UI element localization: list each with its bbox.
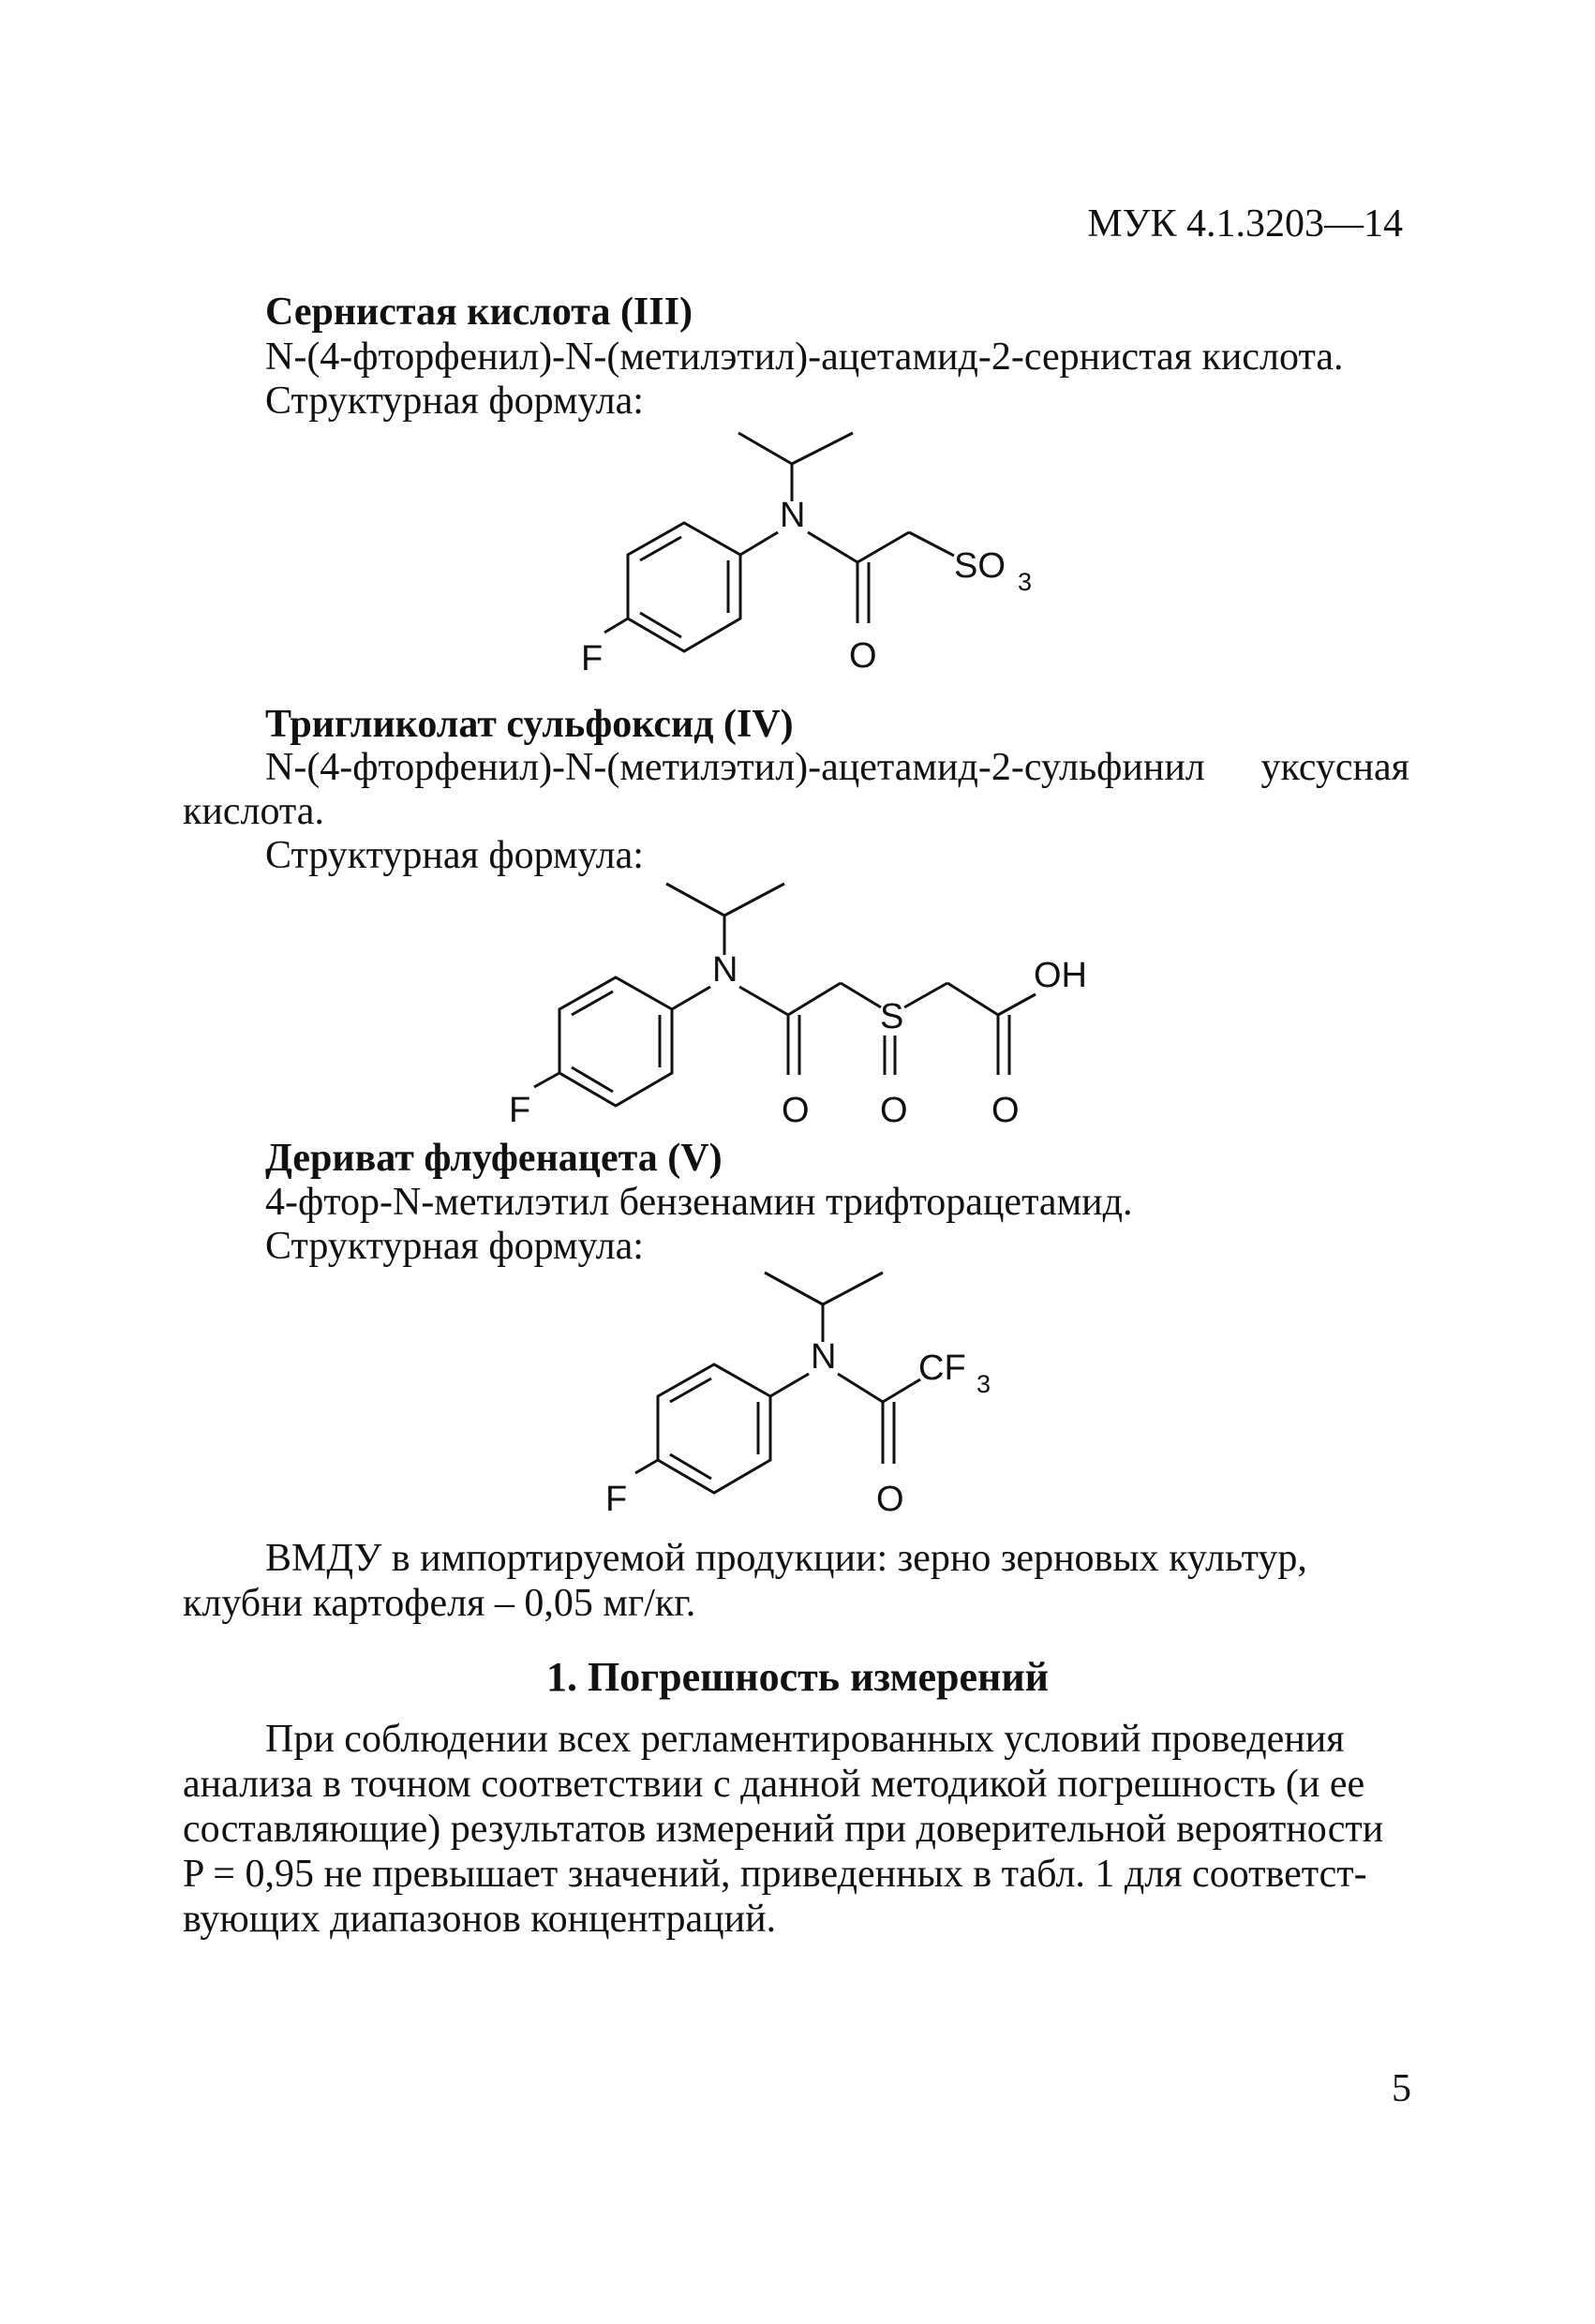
atom-so-subscript: 3 — [1018, 568, 1033, 596]
atom-o-label: O — [849, 636, 877, 676]
atom-o1-label: O — [782, 1091, 810, 1130]
section-1-line-1: При соблюдении всех регламентированных условий проведения — [265, 1718, 1345, 1761]
compound-5-formula-label: Структурная формула: — [265, 1225, 644, 1268]
compound-3-formula-label: Структурная формула: — [265, 380, 644, 423]
structure-formula-3 — [572, 422, 1059, 703]
atom-o3-label: O — [991, 1091, 1020, 1130]
atom-oh-label: OH — [1034, 956, 1087, 995]
section-1-line-2: анализа в точном соответствии с данной методикой погрешность (и ее — [183, 1763, 1365, 1806]
section-1-title: 1. Погрешность измерений — [545, 1654, 1050, 1700]
atom-n-label: N — [811, 1337, 837, 1377]
atom-o2-label: O — [880, 1091, 908, 1130]
compound-4-formula-label: Структурная формула: — [265, 834, 644, 877]
compound-3-heading: Сернистая кислота (III) — [265, 290, 693, 334]
section-1-line-5: вующих диапазонов концентраций. — [183, 1898, 777, 1941]
atom-so-label: SO — [954, 546, 1006, 586]
structure-formula-5 — [581, 1265, 1031, 1546]
compound-5-heading: Дериват флуфенацета (V) — [265, 1137, 723, 1180]
section-1-line-4: P = 0,95 не превышает значений, приведенных в табл. 1 для соответст- — [183, 1853, 1367, 1896]
atom-f-label: F — [605, 1480, 628, 1519]
page-number: 5 — [1392, 2067, 1411, 2110]
mrl-text-1: ВМДУ в импортируемой продукции: зерно зерновых культур, — [265, 1537, 1307, 1580]
atom-o-label: O — [876, 1480, 904, 1519]
atom-n-label: N — [712, 950, 738, 990]
atom-n-label: N — [780, 496, 806, 535]
compound-5-name: 4-фтор-N-метилэтил бензенамин трифторацетамид. — [265, 1181, 1133, 1224]
compound-4-heading: Тригликолат сульфоксид (IV) — [265, 703, 794, 746]
document-number: МУК 4.1.3203—14 — [1087, 202, 1403, 246]
atom-f-label: F — [581, 639, 604, 678]
compound-4-name-right: уксусная — [1260, 746, 1409, 789]
structure-formula-4 — [483, 876, 1157, 1157]
compound-3-name: N-(4-фторфенил)-N-(метилэтил)-ацетамид-2-сернистая кислота. — [265, 335, 1344, 379]
section-1-line-3: составляющие) результатов измерений при доверительной вероятности — [183, 1808, 1384, 1851]
atom-f-label: F — [509, 1091, 531, 1130]
mrl-line-1 — [265, 1539, 1409, 1578]
compound-4-name-line-1 — [265, 748, 1409, 787]
atom-s-label: S — [880, 997, 904, 1036]
compound-4-name-line-2: кислота. — [183, 790, 324, 833]
atom-cf-label: CF — [918, 1348, 966, 1388]
atom-cf-subscript: 3 — [976, 1370, 991, 1398]
mrl-line-2: клубни картофеля – 0,05 мг/кг. — [183, 1582, 696, 1625]
compound-4-name-left: N-(4-фторфенил)-N-(метилэтил)-ацетамид-2-сульфинил — [265, 746, 1205, 789]
